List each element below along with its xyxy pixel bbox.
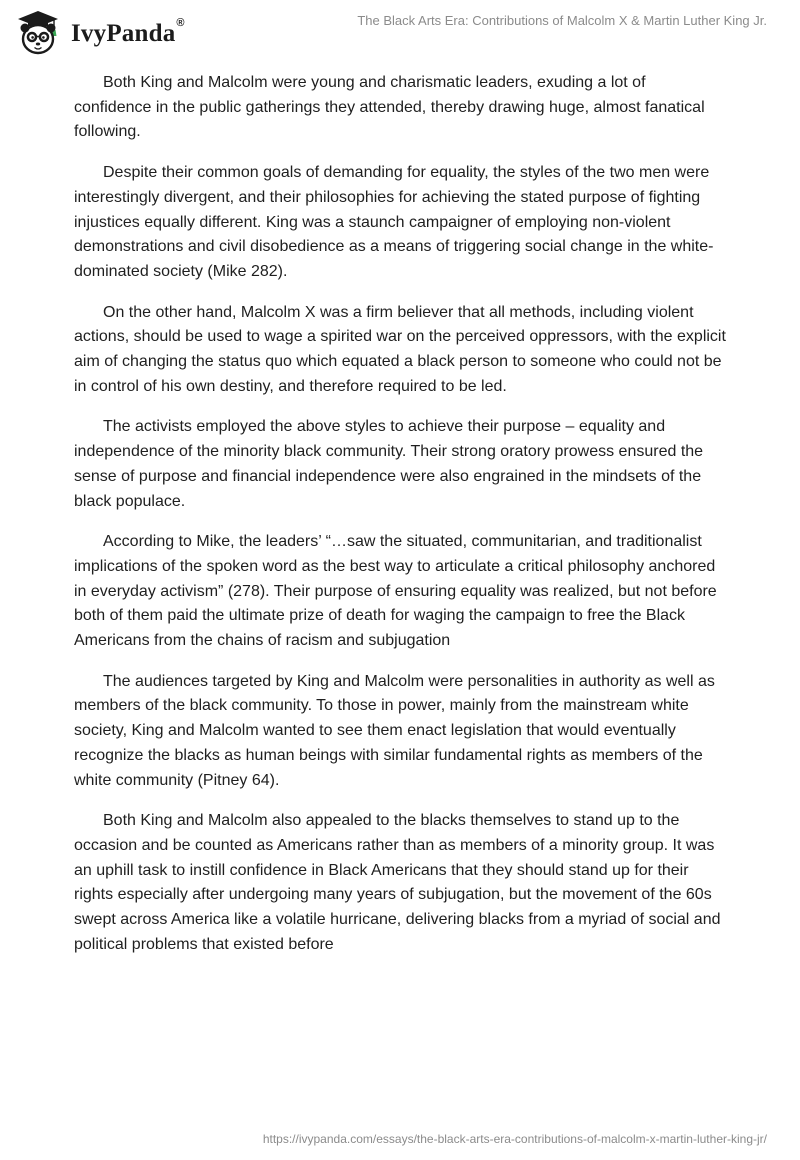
brand-name xyxy=(71,16,185,47)
document-title: The Black Arts Era: Contributions of Malcolm X & Martin Luther King Jr. xyxy=(357,13,767,28)
page-header xyxy=(0,0,800,66)
ivypanda-logo-icon xyxy=(13,8,63,58)
paragraph: Both King and Malcolm also appealed to the blacks themselves to stand up to the occasion and be counted as Americans rather than as members of a minority group. It was an uphill task to instill confidence in Black Americans that they should stand up for their rights especially after undergoing many years of subjugation, but the movement of the 60s swept across America like a volatile hurricane, delivering blacks from a myriad of social and political problems that existed before xyxy=(74,812,721,953)
registered-mark: ® xyxy=(176,16,185,29)
paragraph: According to Mike, the leaders’ “…saw the situated, communitarian, and traditionalist implications of the spoken word as the best way to articulate a critical philosophy anchored in everyday activism” (278). Their purpose of ensuring equality was realized, but not before both of them paid the ultimate prize of death for waging the campaign to free the Black Americans from the chains of racism and subjugation xyxy=(74,533,717,650)
paragraph: On the other hand, Malcolm X was a firm believer that all methods, including violent actions, should be used to wage a spirited war on the perceived oppressors, with the explicit aim of changing the status quo which equated a black person to someone who could not be in control of his own destiny, and therefore required to be led. xyxy=(74,303,726,395)
paragraph: Both King and Malcolm were young and charismatic leaders, exuding a lot of confidence in the public gatherings they attended, thereby drawing huge, almost fanatical following. xyxy=(74,74,705,141)
brand-logo[interactable] xyxy=(13,8,185,58)
brand-name-text: IvyPanda xyxy=(71,19,176,47)
source-url-link[interactable]: https://ivypanda.com/essays/the-black-arts-era-contributions-of-malcolm-x-martin-luther-king-jr/ xyxy=(262,1132,767,1146)
paragraph: Despite their common goals of demanding for equality, the styles of the two men were interestingly divergent, and their philosophies for achieving the stated purpose of fighting injustices equally different. King was a staunch campaigner of employing non-violent demonstrations and civil disobedience as a means of triggering social change in the white-dominated society (Mike 282). xyxy=(74,164,714,280)
essay-body xyxy=(74,71,726,974)
paragraph: The audiences targeted by King and Malcolm were personalities in authority as well as members of the black community. To those in power, mainly from the mainstream white society, King and Malcolm wanted to see them enact legislation that would eventually recognize the blacks as human beings with similar fundamental rights as members of the white community (Pitney 64). xyxy=(74,672,715,789)
paragraph: The activists employed the above styles to achieve their purpose – equality and independence of the minority black community. Their strong oratory prowess ensured the sense of purpose and financial independence were also engrained in the mindsets of the black populace. xyxy=(74,418,704,510)
